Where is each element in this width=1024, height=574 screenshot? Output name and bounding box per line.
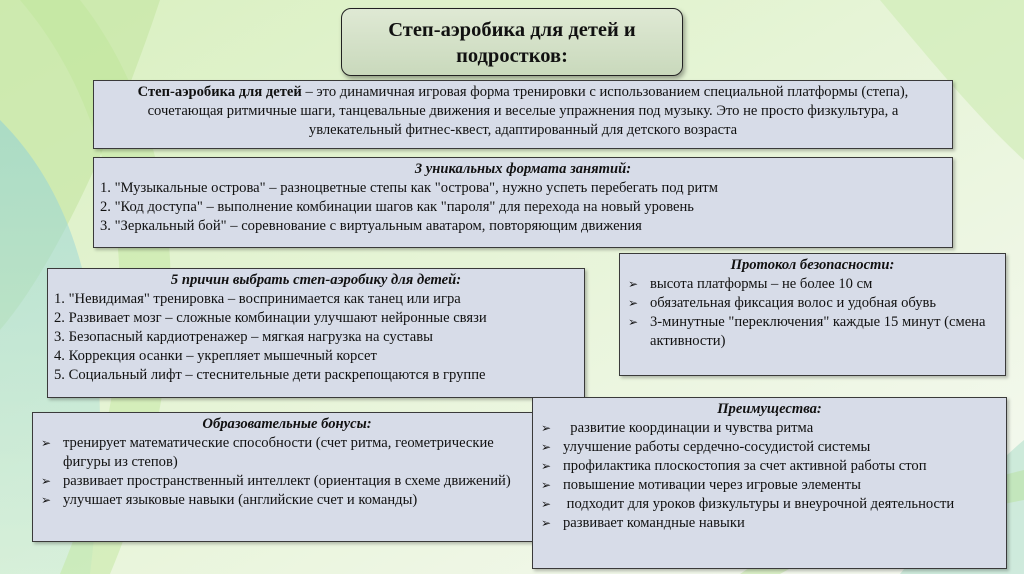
arrow-bullet-icon: ➢ [541,497,552,511]
reasons-item: 5. Социальный лифт – стеснительные дети раскрепощаются в группе [54,367,486,383]
arrow-bullet-icon: ➢ [628,277,639,291]
slide-title [341,8,683,76]
reasons-item: 1. "Невидимая" тренировка – воспринимается как танец или игра [54,291,461,307]
reasons-heading: 5 причин выбрать степ-аэробику для детей: [170,272,462,288]
advantages-item: ➢ улучшение работы сердечно-сосудистой системы [541,439,871,455]
reasons-item: 4. Коррекция осанки – укрепляет мышечный корсет [54,348,377,364]
advantages-item: ➢ развивает командные навыки [541,515,745,531]
reasons-item: 2. Развивает мозг – сложные комбинации улучшают нейронные связи [54,310,487,326]
bonuses-item: ➢ улучшает языковые навыки (английские счет и команды) [41,492,418,508]
formats-item: 2. "Код доступа" – выполнение комбинации шагов как "пароля" для перехода на новый уровень [100,199,694,215]
bonuses-item: ➢ тренирует математические способности (счет ритма, геометрические фигуры из степов) [41,435,494,470]
arrow-bullet-icon: ➢ [628,296,639,310]
advantages-box [532,397,1007,569]
arrow-bullet-icon: ➢ [628,315,639,329]
arrow-bullet-icon: ➢ [41,493,52,507]
arrow-bullet-icon: ➢ [41,436,52,450]
reasons-item: 3. Безопасный кардиотренажер – мягкая нагрузка на суставы [54,329,433,345]
arrow-bullet-icon: ➢ [541,478,552,492]
safety-item: ➢ 3-минутные "переключения" каждые 15 минут (смена активности) [628,314,986,349]
advantages-item: ➢ подходит для уроков физкультуры и внеурочной деятельности [541,496,955,512]
bonuses-heading: Образовательные бонусы: [202,416,372,432]
safety-item: ➢ обязательная фиксация волос и удобная обувь [628,295,937,311]
formats-heading: 3 уникальных формата занятий: [414,161,632,177]
formats-item: 1. "Музыкальные острова" – разноцветные степы как "острова", нужно успеть перебегать под ритм [100,180,718,196]
definition-text: – это динамичная игровая форма тренировки с использованием специальной платформы (степа), сочетающая ритмичные шаги, танцевальные движения и веселые упражнения под музыку. Это не просто физкультура, а увлекательный фитнес-квест, адаптированный для детского возраста [147,84,909,138]
safety-box [619,253,1006,376]
arrow-bullet-icon: ➢ [541,440,552,454]
definition-term: Степ-аэробика для детей [137,84,302,100]
arrow-bullet-icon: ➢ [541,459,552,473]
advantages-heading: Преимущества: [717,401,822,417]
bonuses-box [32,412,542,542]
arrow-bullet-icon: ➢ [41,474,52,488]
slide-title-text: Степ-аэробика для детей и подростков: [388,19,636,67]
formats-item: 3. "Зеркальный бой" – соревнование с виртуальным аватаром, повторяющим движения [100,218,642,234]
bonuses-item: ➢ развивает пространственный интеллект (ориентация в схеме движений) [41,473,511,489]
formats-box [93,157,953,248]
advantages-item: ➢ повышение мотивации через игровые элементы [541,477,861,493]
safety-heading: Протокол безопасности: [730,257,895,273]
reasons-box [47,268,585,398]
advantages-item: ➢ развитие координации и чувства ритма [541,420,814,436]
definition-paragraph [100,83,946,140]
arrow-bullet-icon: ➢ [541,516,552,530]
advantages-item: ➢ профилактика плоскостопия за счет активной работы стоп [541,458,927,474]
arrow-bullet-icon: ➢ [541,421,552,435]
safety-item: ➢ высота платформы – не более 10 см [628,276,873,292]
definition-box [93,80,953,149]
